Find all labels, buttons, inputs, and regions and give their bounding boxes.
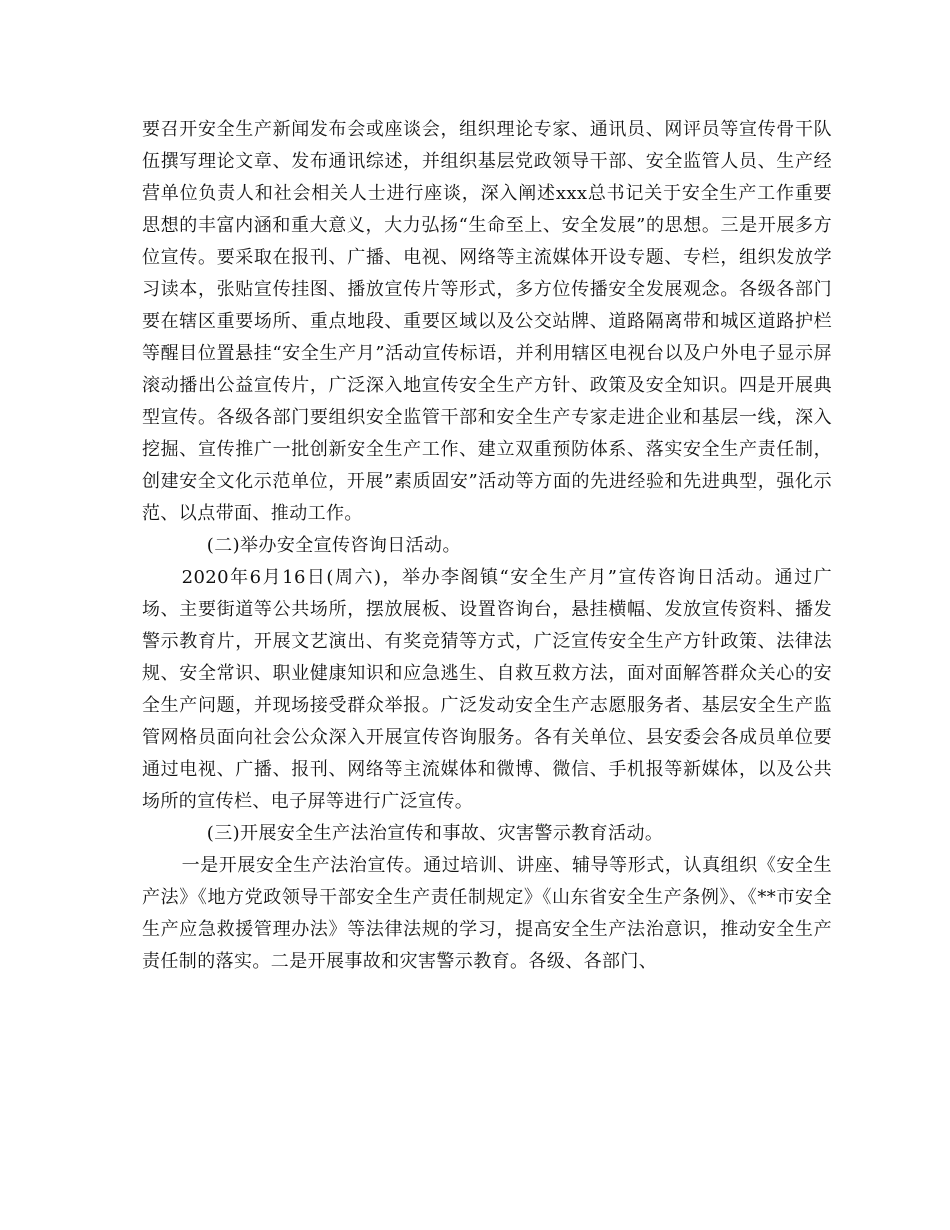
paragraph-publicity-methods: 要召开安全生产新闻发布会或座谈会，组织理论专家、通讯员、网评员等宣传骨干队伍撰写理论文章、发布通讯综述，并组织基层党政领导干部、安全监管人员、生产经营单位负责人和社会相关人士进行座谈，深入阐述xxx总书记关于安全生产工作重要思想的丰富内涵和重大意义，大力弘扬“生命至上、安全发展”的思想。三是开展多方位宣传。要采取在报刊、广播、电视、网络等主流媒体开设专题、专栏，组织发放学习读本，张贴宣传挂图、播放宣传片等形式，多方位传播安全发展观念。各级各部门要在辖区重要场所、重点地段、重要区域以及公交站牌、道路隔离带和城区道路护栏等醒目位置悬挂“安全生产月”活动宣传标语，并利用辖区电视台以及户外电子显示屏滚动播出公益宣传片，广泛深入地宣传安全生产方针、政策及安全知识。四是开展典型宣传。各级各部门要组织安全监管干部和安全生产专家走进企业和基层一线，深入挖掘、宣传推广一批创新安全生产工作、建立双重预防体系、落实安全生产责任制，创建安全文化示范单位，开展”素质固安”活动等方面的先进经验和先进典型，强化示范、以点带面、推动工作。	[142, 119, 832, 524]
document-body	[142, 114, 832, 978]
section-heading-legal-publicity: (三)开展安全生产法治宣传和事故、灾害警示教育活动。	[206, 823, 664, 844]
paragraph-consultation-day: 2020年6月16日(周六)，举办李阁镇“安全生产月”宣传咨询日活动。通过广场、主要街道等公共场所，摆放展板、设置咨询台，悬挂横幅、发放宣传资料、播发警示教育片，开展文艺演出、有奖竞猜等方式，广泛宣传安全生产方针政策、法律法规、安全常识、职业健康知识和应急逃生、自救互救方法，面对面解答群众关心的安全生产问题，并现场接受群众举报。广泛发动安全生产志愿服务者、基层安全生产监管网格员面向社会公众深入开展宣传咨询服务。各有关单位、县安委会各成员单位要通过电视、广播、报刊、网络等主流媒体和微博、微信、手机报等新媒体，以及公共场所的宣传栏、电子屏等进行广泛宣传。	[142, 567, 832, 812]
section-heading-consultation-day: (二)举办安全宣传咨询日活动。	[206, 535, 461, 556]
paragraph-legal-publicity: 一是开展安全生产法治宣传。通过培训、讲座、辅导等形式，认真组织《安全生产法》《地方党政领导干部安全生产责任制规定》《山东省安全生产条例》、《**市安全生产应急救援管理办法》等法律法规的学习，提高安全生产法治意识，推动安全生产责任制的落实。二是开展事故和灾害警示教育。各级、各部门、	[142, 855, 832, 972]
